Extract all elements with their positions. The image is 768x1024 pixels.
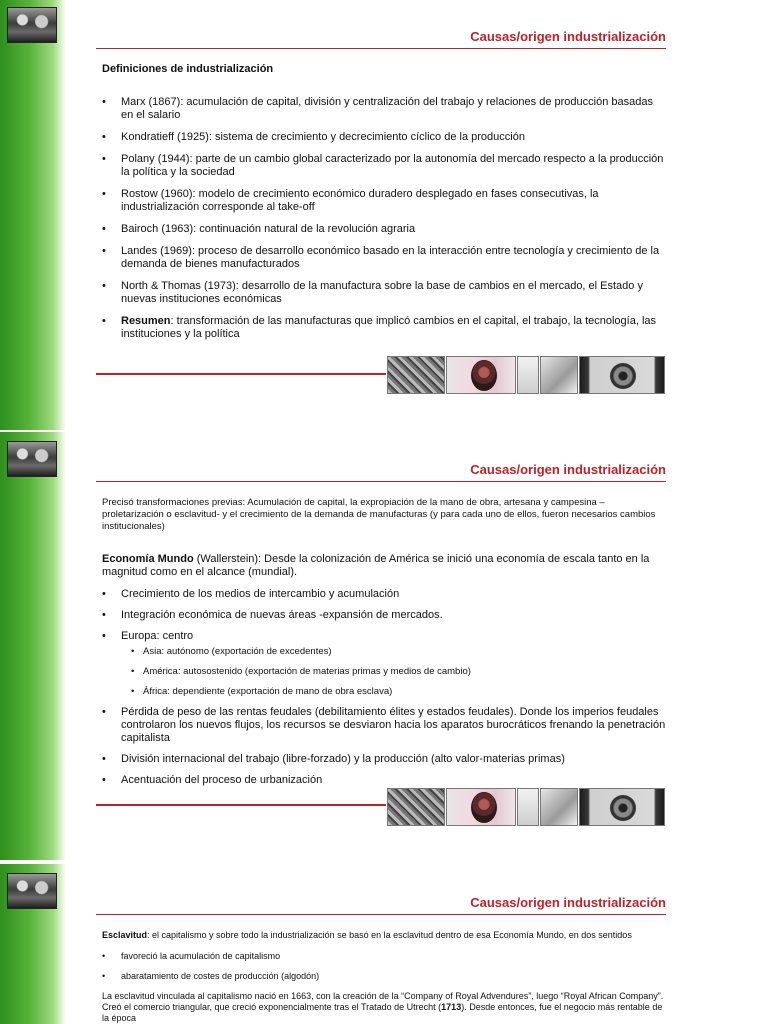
sub-list-item: • Asia: autónomo (exportación de excedentes) [131, 646, 666, 658]
definition-list [102, 96, 666, 341]
list-item: • Resumen: transformación de las manufacturas que implicó cambios en el capital, el trabajo, la tecnología, las instituciones y la política [102, 315, 666, 341]
sub-list-item: • América: autosostenido (exportación de materias primas y medios de cambio) [131, 666, 666, 678]
marx-portrait-icon [471, 360, 497, 391]
list-item: • Rostow (1960): modelo de crecimiento económico duradero desplegado en fases consecutivas, la industrialización corresponde al take-off [102, 188, 666, 214]
bottom-divider [96, 373, 386, 375]
banknote-fragment [517, 356, 539, 394]
sub-list-item: • África: dependiente (exportación de mano de obra esclava) [131, 686, 666, 698]
slide-title: Causas/origen industrialización [470, 462, 666, 477]
history-paragraph: La esclavitud vinculada al capitalismo nació en 1663, con la creación de la “Company of Royal Advendures”, luego “Royal African Company”. Creó el comercio triangular, que creció exponencialmente tras el Tratado de Utrecht (1713). Desde entonces, fue el negocio más rentable de la época [102, 991, 664, 1023]
title-divider [96, 481, 666, 482]
title-divider [96, 914, 666, 915]
slide-title: Causas/origen industrialización [470, 29, 666, 44]
list-item: • Acentuación del proceso de urbanización [102, 774, 666, 787]
slide-3 [0, 864, 768, 1024]
crowd-photo [387, 788, 445, 826]
slide-content [102, 930, 666, 1024]
banknote-fragment [517, 788, 539, 826]
green-side-bar [0, 432, 66, 860]
list-item: • Europa: centro • Asia: autónomo (exportación de excedentes) • América: autosostenido (exportación de materias primas y medios de cambio) • África: dependiente (exportación de mano de obra esclava) [102, 630, 666, 698]
green-side-bar [0, 0, 66, 430]
corner-photo-thumbnail [7, 873, 57, 909]
euro-banknote [540, 788, 578, 826]
bottom-divider [96, 804, 386, 806]
list-item: • Pérdida de peso de las rentas feudales (debilitamiento élites y estados feudales). Donde los imperios feudales controlaron los nuevos flujos, los recursos se desviaron hacia los aparatos burocráticos frenando la penetración capitalista [102, 706, 666, 745]
slide-title: Causas/origen industrialización [470, 895, 666, 910]
marx-banknote [446, 788, 516, 826]
marx-portrait-icon [471, 792, 497, 823]
slide-content [102, 63, 666, 350]
slavery-list [102, 951, 666, 982]
corner-photo-thumbnail [7, 441, 57, 477]
title-divider [96, 48, 666, 49]
intro-paragraph: Precisó transformaciones previas: Acumulación de capital, la expropiación de la mano de obra, artesana y campesina – proletarización o esclavitud- y el crecimiento de la demanda de manufacturas (y para cada uno de ellos, fueron necesarios cambios institucionales) [102, 497, 656, 532]
list-item: • Integración económica de nuevas áreas -expansión de mercados. [102, 609, 666, 622]
list-item: • abaratamiento de costes de producción (algodón) [102, 971, 666, 982]
list-item: • Marx (1867): acumulación de capital, división y centralización del trabajo y relaciones de producción basadas en el salario [102, 96, 666, 122]
banknote-strip [387, 788, 666, 826]
list-item: • favoreció la acumulación de capitalismo [102, 951, 666, 962]
slide-2 [0, 432, 768, 860]
list-item: • Kondratieff (1925): sistema de crecimiento y decrecimiento cíclico de la producción [102, 131, 666, 144]
banknote-strip [387, 356, 666, 394]
list-item: • Crecimiento de los medios de intercambio y acumulación [102, 588, 666, 601]
lead-paragraph: Economía Mundo (Wallerstein): Desde la colonización de América se inició una economía de escala tanto en la magnitud como en el alcance (mundial). [102, 553, 650, 578]
sub-list [131, 646, 666, 698]
list-item: • Bairoch (1963): continuación natural de la revolución agraria [102, 223, 666, 236]
slide-1 [0, 0, 768, 430]
seal-icon [610, 363, 636, 389]
section-heading: Definiciones de industrialización [102, 63, 274, 75]
list-item: • Polany (1944): parte de un cambio global caracterizado por la autonomía del mercado respecto a la producción la política y la sociedad [102, 153, 666, 179]
list-item: • Landes (1969): proceso de desarrollo económico basado en la interacción entre tecnología y crecimiento de la demanda de bienes manufacturados [102, 245, 666, 271]
dollar-banknote [579, 788, 665, 826]
marx-banknote [446, 356, 516, 394]
list-item: • División internacional del trabajo (libre-forzado) y la producción (alto valor-materias primas) [102, 753, 666, 766]
crowd-photo [387, 356, 445, 394]
slide-content [102, 497, 666, 795]
corner-photo-thumbnail [7, 7, 57, 43]
dollar-banknote [579, 356, 665, 394]
euro-banknote [540, 356, 578, 394]
list-item: • North & Thomas (1973): desarrollo de la manufactura sobre la base de cambios en el mercado, el Estado y nuevas instituciones económicas [102, 280, 666, 306]
economy-list [102, 588, 666, 787]
intro-paragraph: Esclavitud: el capitalismo y sobre todo la industrialización se basó en la esclavitud dentro de esa Economía Mundo, en dos sentidos [102, 930, 632, 940]
seal-icon [610, 795, 636, 821]
